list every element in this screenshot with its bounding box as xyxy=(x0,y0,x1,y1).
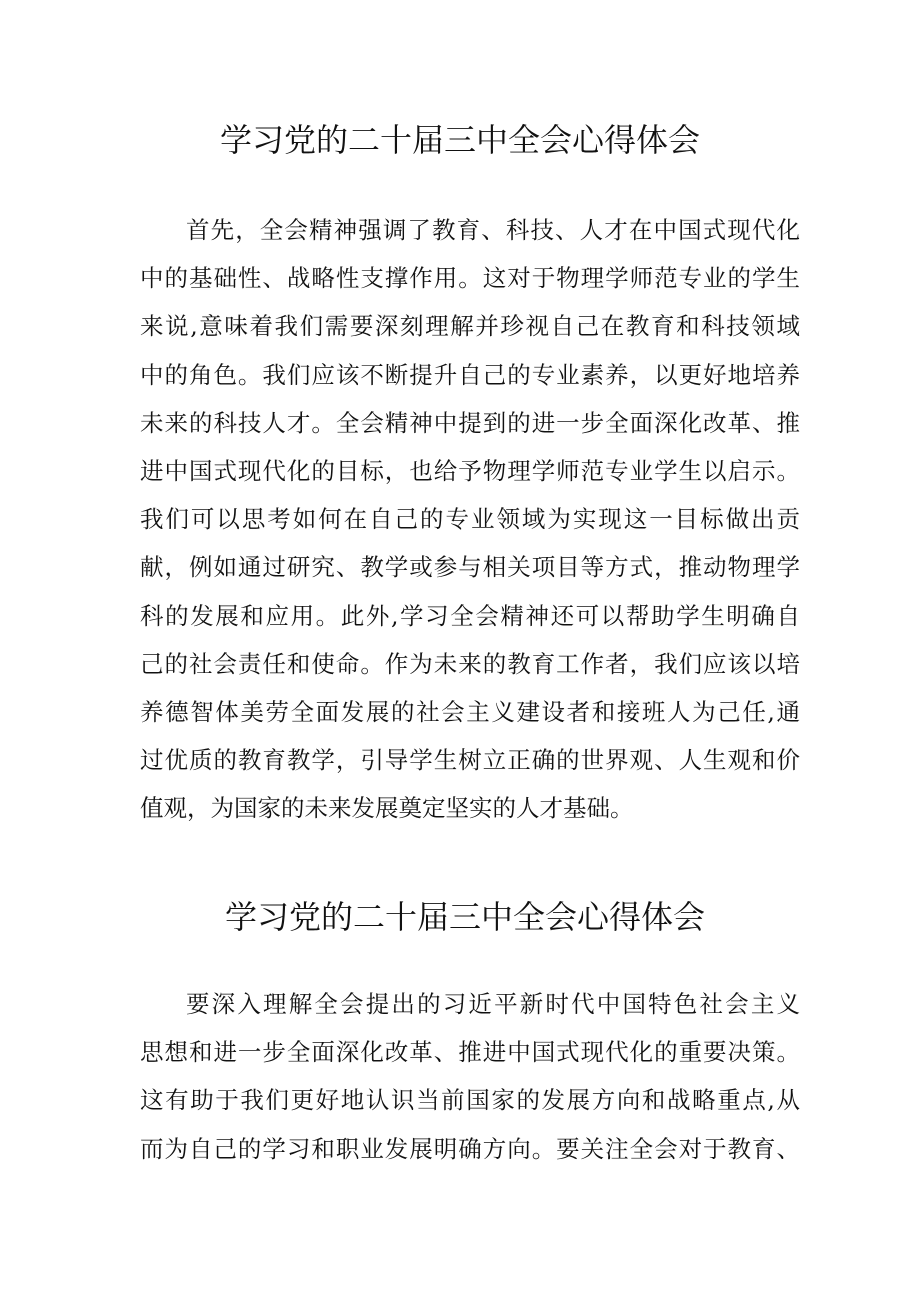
section-paragraph xyxy=(140,206,800,832)
paragraph-line: 我们可以思考如何在自己的专业领域为实现这一目标做出贡 xyxy=(140,505,800,534)
section-title: 学习党的二十届三中全会心得体会 xyxy=(224,898,705,936)
paragraph-line: 养德智体美劳全面发展的社会主义建设者和接班人为己任,通 xyxy=(140,697,800,726)
paragraph-line: 值观，为国家的未来发展奠定坚实的人才基础。 xyxy=(140,794,634,823)
section-title: 学习党的二十届三中全会心得体会 xyxy=(219,121,700,159)
paragraph-line: 献，例如通过研究、教学或参与相关项目等方式，推动物理学 xyxy=(140,553,800,582)
paragraph-line: 未来的科技人才。全会精神中提到的进一步全面深化改革、推 xyxy=(140,408,800,437)
paragraph-line: 过优质的教育教学，引导学生树立正确的世界观、人生观和价 xyxy=(140,746,800,775)
paragraph-line: 这有助于我们更好地认识当前国家的发展方向和战略重点,从 xyxy=(140,1086,800,1115)
paragraph-line: 来说,意味着我们需要深刻理解并珍视自己在教育和科技领域 xyxy=(140,312,800,341)
paragraph-line: 中的基础性、战略性支撑作用。这对于物理学师范专业的学生 xyxy=(140,264,800,293)
paragraph-line: 科的发展和应用。此外,学习全会精神还可以帮助学生明确自 xyxy=(140,601,800,630)
paragraph-line: 要深入理解全会提出的习近平新时代中国特色社会主义 xyxy=(186,990,800,1018)
section-paragraph xyxy=(140,980,800,1173)
paragraph-line: 而为自己的学习和职业发展明确方向。要关注全会对于教育、 xyxy=(140,1134,800,1163)
paragraph-line: 己的社会责任和使命。作为未来的教育工作者，我们应该以培 xyxy=(140,649,800,678)
paragraph-line: 进中国式现代化的目标，也给予物理学师范专业学生以启示。 xyxy=(140,456,800,485)
paragraph-line: 思想和进一步全面深化改革、推进中国式现代化的重要决策。 xyxy=(140,1038,800,1067)
paragraph-line: 首先，全会精神强调了教育、科技、人才在中国式现代化 xyxy=(186,216,800,244)
paragraph-line: 中的角色。我们应该不断提升自己的专业素养，以更好地培养 xyxy=(140,360,800,389)
